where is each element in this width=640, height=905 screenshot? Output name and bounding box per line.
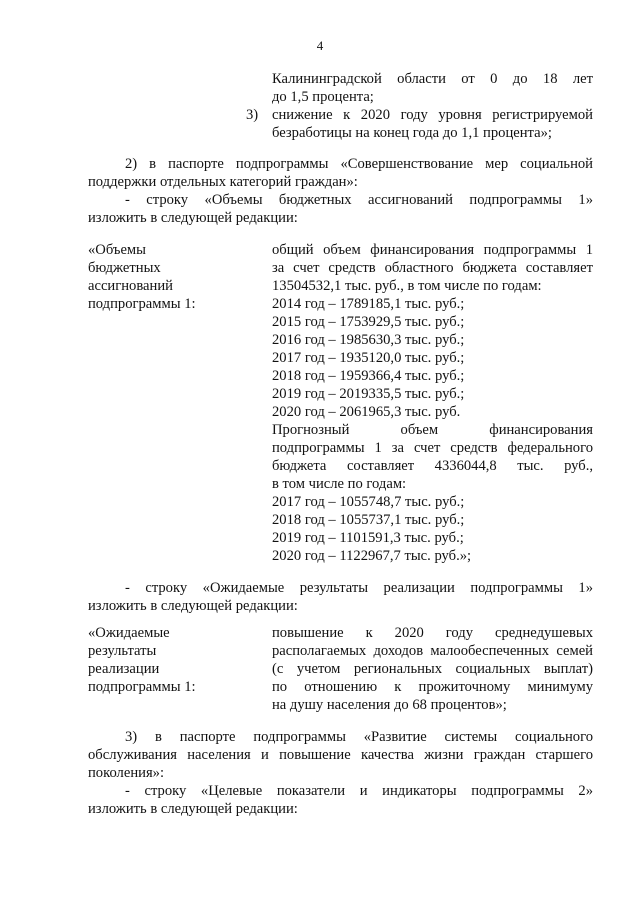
paragraph-line: - строку «Ожидаемые результаты реализации подпрограммы 1»: [125, 580, 593, 596]
paragraph-line: изложить в следующей редакции:: [88, 210, 298, 226]
funding-year: 2019 год – 1101591,3 тыс. руб.;: [272, 530, 464, 546]
list-number: 3): [246, 107, 259, 123]
funding-text: в том числе по годам:: [272, 476, 407, 492]
results-text: располагаемых доходов малообеспеченных семей: [272, 643, 593, 659]
page-number: 4: [316, 38, 324, 53]
results-text: на душу населения до 68 процентов»;: [272, 697, 507, 713]
text-line: снижение к 2020 году уровня регистрируемой: [272, 107, 593, 123]
paragraph-line: - строку «Объемы бюджетных ассигнований подпрограммы 1»: [125, 192, 593, 208]
funding-year: 2016 год – 1985630,3 тыс. руб.;: [272, 332, 465, 348]
funding-year: 2014 год – 1789185,1 тыс. руб.;: [272, 296, 465, 312]
text-line: до 1,5 процента;: [272, 89, 374, 105]
text-line: Калининградской области от 0 до 18 лет: [272, 71, 593, 87]
funding-year: 2020 год – 2061965,3 тыс. руб.: [272, 404, 461, 420]
results-text: повышение к 2020 году среднедушевых: [272, 625, 593, 641]
results-label: подпрограммы 1:: [88, 679, 196, 695]
paragraph-line: поддержки отдельных категорий граждан»:: [88, 174, 358, 190]
funding-year: 2019 год – 2019335,5 тыс. руб.;: [272, 386, 465, 402]
results-label: «Ожидаемые: [88, 625, 170, 641]
paragraph-line: 2) в паспорте подпрограммы «Совершенствование мер социальной: [125, 156, 593, 172]
funding-text: за счет средств областного бюджета составляет: [272, 260, 593, 276]
paragraph-line: 3) в паспорте подпрограммы «Развитие системы социального: [125, 729, 593, 745]
funding-text: подпрограммы 1 за счет средств федерального: [272, 440, 593, 456]
funding-text: 13504532,1 тыс. руб., в том числе по годам:: [272, 278, 542, 294]
results-label: реализации: [88, 661, 160, 677]
funding-label: бюджетных: [88, 260, 161, 276]
funding-label: «Объемы: [88, 242, 146, 258]
results-text: (с учетом региональных социальных выплат): [272, 661, 593, 677]
funding-label: подпрограммы 1:: [88, 296, 196, 312]
funding-year: 2017 год – 1055748,7 тыс. руб.;: [272, 494, 465, 510]
funding-year: 2015 год – 1753929,5 тыс. руб.;: [272, 314, 465, 330]
funding-year: 2018 год – 1055737,1 тыс. руб.;: [272, 512, 465, 528]
funding-label: ассигнований: [88, 278, 173, 294]
funding-text: общий объем финансирования подпрограммы 1: [272, 242, 593, 258]
funding-text: Прогнозный объем финансирования: [272, 422, 593, 438]
paragraph-line: изложить в следующей редакции:: [88, 598, 298, 614]
funding-year: 2018 год – 1959366,4 тыс. руб.;: [272, 368, 465, 384]
funding-year: 2017 год – 1935120,0 тыс. руб.;: [272, 350, 465, 366]
funding-text: бюджета составляет 4336044,8 тыс. руб.,: [272, 458, 593, 474]
text-line: безработицы на конец года до 1,1 процента»;: [272, 125, 552, 141]
funding-year: 2020 год – 1122967,7 тыс. руб.»;: [272, 548, 472, 564]
paragraph-line: поколения»:: [88, 765, 165, 781]
results-label: результаты: [88, 643, 157, 659]
paragraph-line: - строку «Целевые показатели и индикаторы подпрограммы 2»: [125, 783, 593, 799]
results-text: по отношению к прожиточному минимуму: [272, 679, 593, 695]
paragraph-line: изложить в следующей редакции:: [88, 801, 298, 817]
paragraph-line: обслуживания населения и повышение качества жизни граждан старшего: [88, 747, 593, 763]
